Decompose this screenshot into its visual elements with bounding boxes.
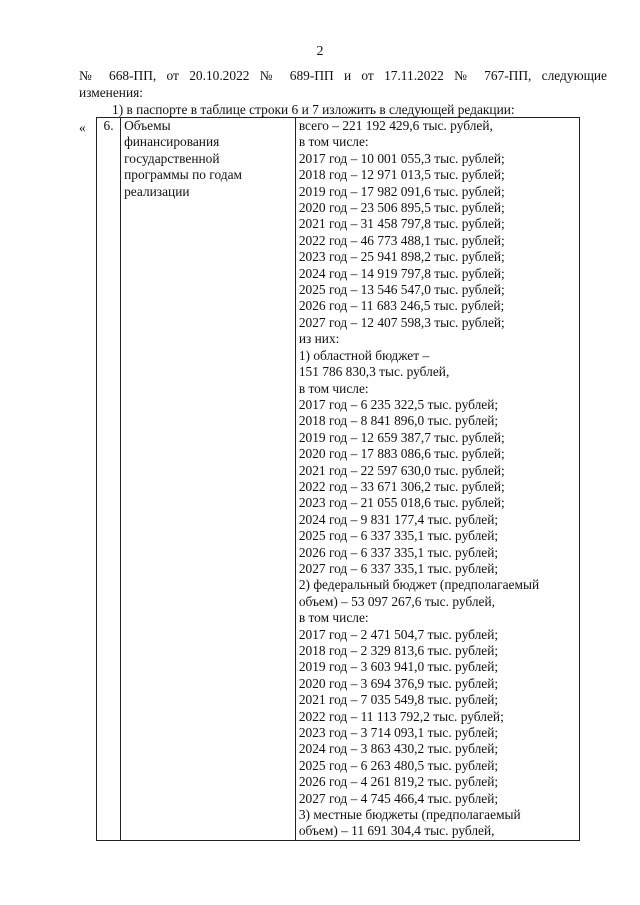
row-value-line: 2026 год – 11 683 246,5 тыс. рублей; bbox=[298, 298, 505, 314]
row-value-line: 2024 год – 3 863 430,2 тыс. рублей; bbox=[298, 741, 499, 757]
row-value-line: 2020 год – 23 506 895,5 тыс. рублей; bbox=[298, 200, 505, 216]
row-value-line: 2024 год – 14 919 797,8 тыс. рублей; bbox=[298, 265, 505, 281]
row-value-line: 2023 год – 3 714 093,1 тыс. рублей; bbox=[298, 725, 499, 741]
instruction-text: 1) в паспорте в таблице строки 6 и 7 изложить в следующей редакции: bbox=[112, 102, 515, 117]
row-value-line: 2018 год – 12 971 013,5 тыс. рублей; bbox=[298, 167, 505, 183]
row-value-line: 2027 год – 12 407 598,3 тыс. рублей; bbox=[298, 314, 505, 330]
row-value-line: 2025 год – 6 337 335,1 тыс. рублей; bbox=[298, 528, 499, 544]
row-number-cell bbox=[97, 118, 121, 841]
row-value-line: 2022 год – 33 671 306,2 тыс. рублей; bbox=[298, 478, 505, 494]
row-value-line: 2019 год – 3 603 941,0 тыс. рублей; bbox=[298, 659, 499, 675]
intro-text-line-2: изменения: bbox=[79, 85, 144, 100]
row-name-cell bbox=[121, 118, 296, 841]
table-row bbox=[97, 118, 580, 841]
row-value-line: 3) местные бюджеты (предполагаемый bbox=[298, 807, 521, 823]
row-number: 6. bbox=[103, 118, 114, 133]
row-value-line: 2023 год – 21 055 018,6 тыс. рублей; bbox=[298, 495, 505, 511]
row-value-line: 2) федеральный бюджет (предполагаемый bbox=[298, 577, 540, 593]
row-value-line: 2025 год – 13 546 547,0 тыс. рублей; bbox=[298, 282, 505, 298]
row-value-line: 2019 год – 17 982 091,6 тыс. рублей; bbox=[298, 183, 505, 199]
row-value-line: 2021 год – 22 597 630,0 тыс. рублей; bbox=[298, 462, 505, 478]
intro-text-line-1: № 668-ПП, от 20.10.2022 № 689-ПП и от 17.11.2022 № 767-ПП, следующие bbox=[79, 68, 607, 83]
row-value-line: 2027 год – 4 745 466,4 тыс. рублей; bbox=[298, 790, 499, 806]
row-value-line: 2020 год – 17 883 086,6 тыс. рублей; bbox=[298, 446, 505, 462]
row-value-line: 2021 год – 31 458 797,8 тыс. рублей; bbox=[298, 216, 505, 232]
row-value-line: 2025 год – 6 263 480,5 тыс. рублей; bbox=[298, 757, 499, 773]
row-value-cell bbox=[295, 118, 579, 841]
row-value-line: 2022 год – 46 773 488,1 тыс. рублей; bbox=[298, 232, 505, 248]
row-value-line: в том числе: bbox=[298, 134, 369, 150]
passport-table bbox=[96, 117, 580, 841]
row-value-line: 2021 год – 7 035 549,8 тыс. рублей; bbox=[298, 692, 499, 708]
row-value-line: объем) – 53 097 267,6 тыс. рублей, bbox=[298, 593, 495, 609]
row-value-line: 2026 год – 6 337 335,1 тыс. рублей; bbox=[298, 544, 499, 560]
row-value-line: 2023 год – 25 941 898,2 тыс. рублей; bbox=[298, 249, 505, 265]
row-value-line: объем) – 11 691 304,4 тыс. рублей, bbox=[298, 823, 495, 839]
row-value-line: 2026 год – 4 261 819,2 тыс. рублей; bbox=[298, 774, 499, 790]
row-value-line: всего – 221 192 429,6 тыс. рублей, bbox=[298, 118, 493, 133]
row-value-line: 2017 год – 2 471 504,7 тыс. рублей; bbox=[298, 626, 499, 642]
row-value-line: 2020 год – 3 694 376,9 тыс. рублей; bbox=[298, 675, 499, 691]
row-name-line: Объемы bbox=[124, 118, 171, 133]
row-value-line: из них: bbox=[298, 331, 340, 347]
row-value-line: 2018 год – 8 841 896,0 тыс. рублей; bbox=[298, 413, 499, 429]
row-value-line: 2017 год – 10 001 055,3 тыс. рублей; bbox=[298, 150, 505, 166]
row-value-line: в том числе: bbox=[298, 610, 369, 626]
row-name-line: реализации bbox=[124, 183, 190, 199]
row-value-line: 2022 год – 11 113 792,2 тыс. рублей; bbox=[298, 708, 504, 724]
row-value-line: в том числе: bbox=[298, 380, 369, 396]
row-value-line: 2018 год – 2 329 813,6 тыс. рублей; bbox=[298, 643, 499, 658]
opening-quote-mark: « bbox=[79, 120, 86, 135]
row-name-line: государственной bbox=[124, 150, 220, 166]
row-value-line: 1) областной бюджет – bbox=[298, 347, 430, 363]
row-value-line: 2024 год – 9 831 177,4 тыс. рублей; bbox=[298, 511, 499, 527]
row-name-line: программы по годам bbox=[124, 167, 242, 183]
page-number: 2 bbox=[316, 44, 324, 59]
row-value-line: 151 786 830,3 тыс. рублей, bbox=[298, 364, 450, 380]
row-value-line: 2017 год – 6 235 322,5 тыс. рублей; bbox=[298, 396, 499, 412]
row-value-line: 2027 год – 6 337 335,1 тыс. рублей; bbox=[298, 560, 499, 576]
row-name-line: финансирования bbox=[124, 134, 220, 150]
row-value-line: 2019 год – 12 659 387,7 тыс. рублей; bbox=[298, 429, 505, 445]
